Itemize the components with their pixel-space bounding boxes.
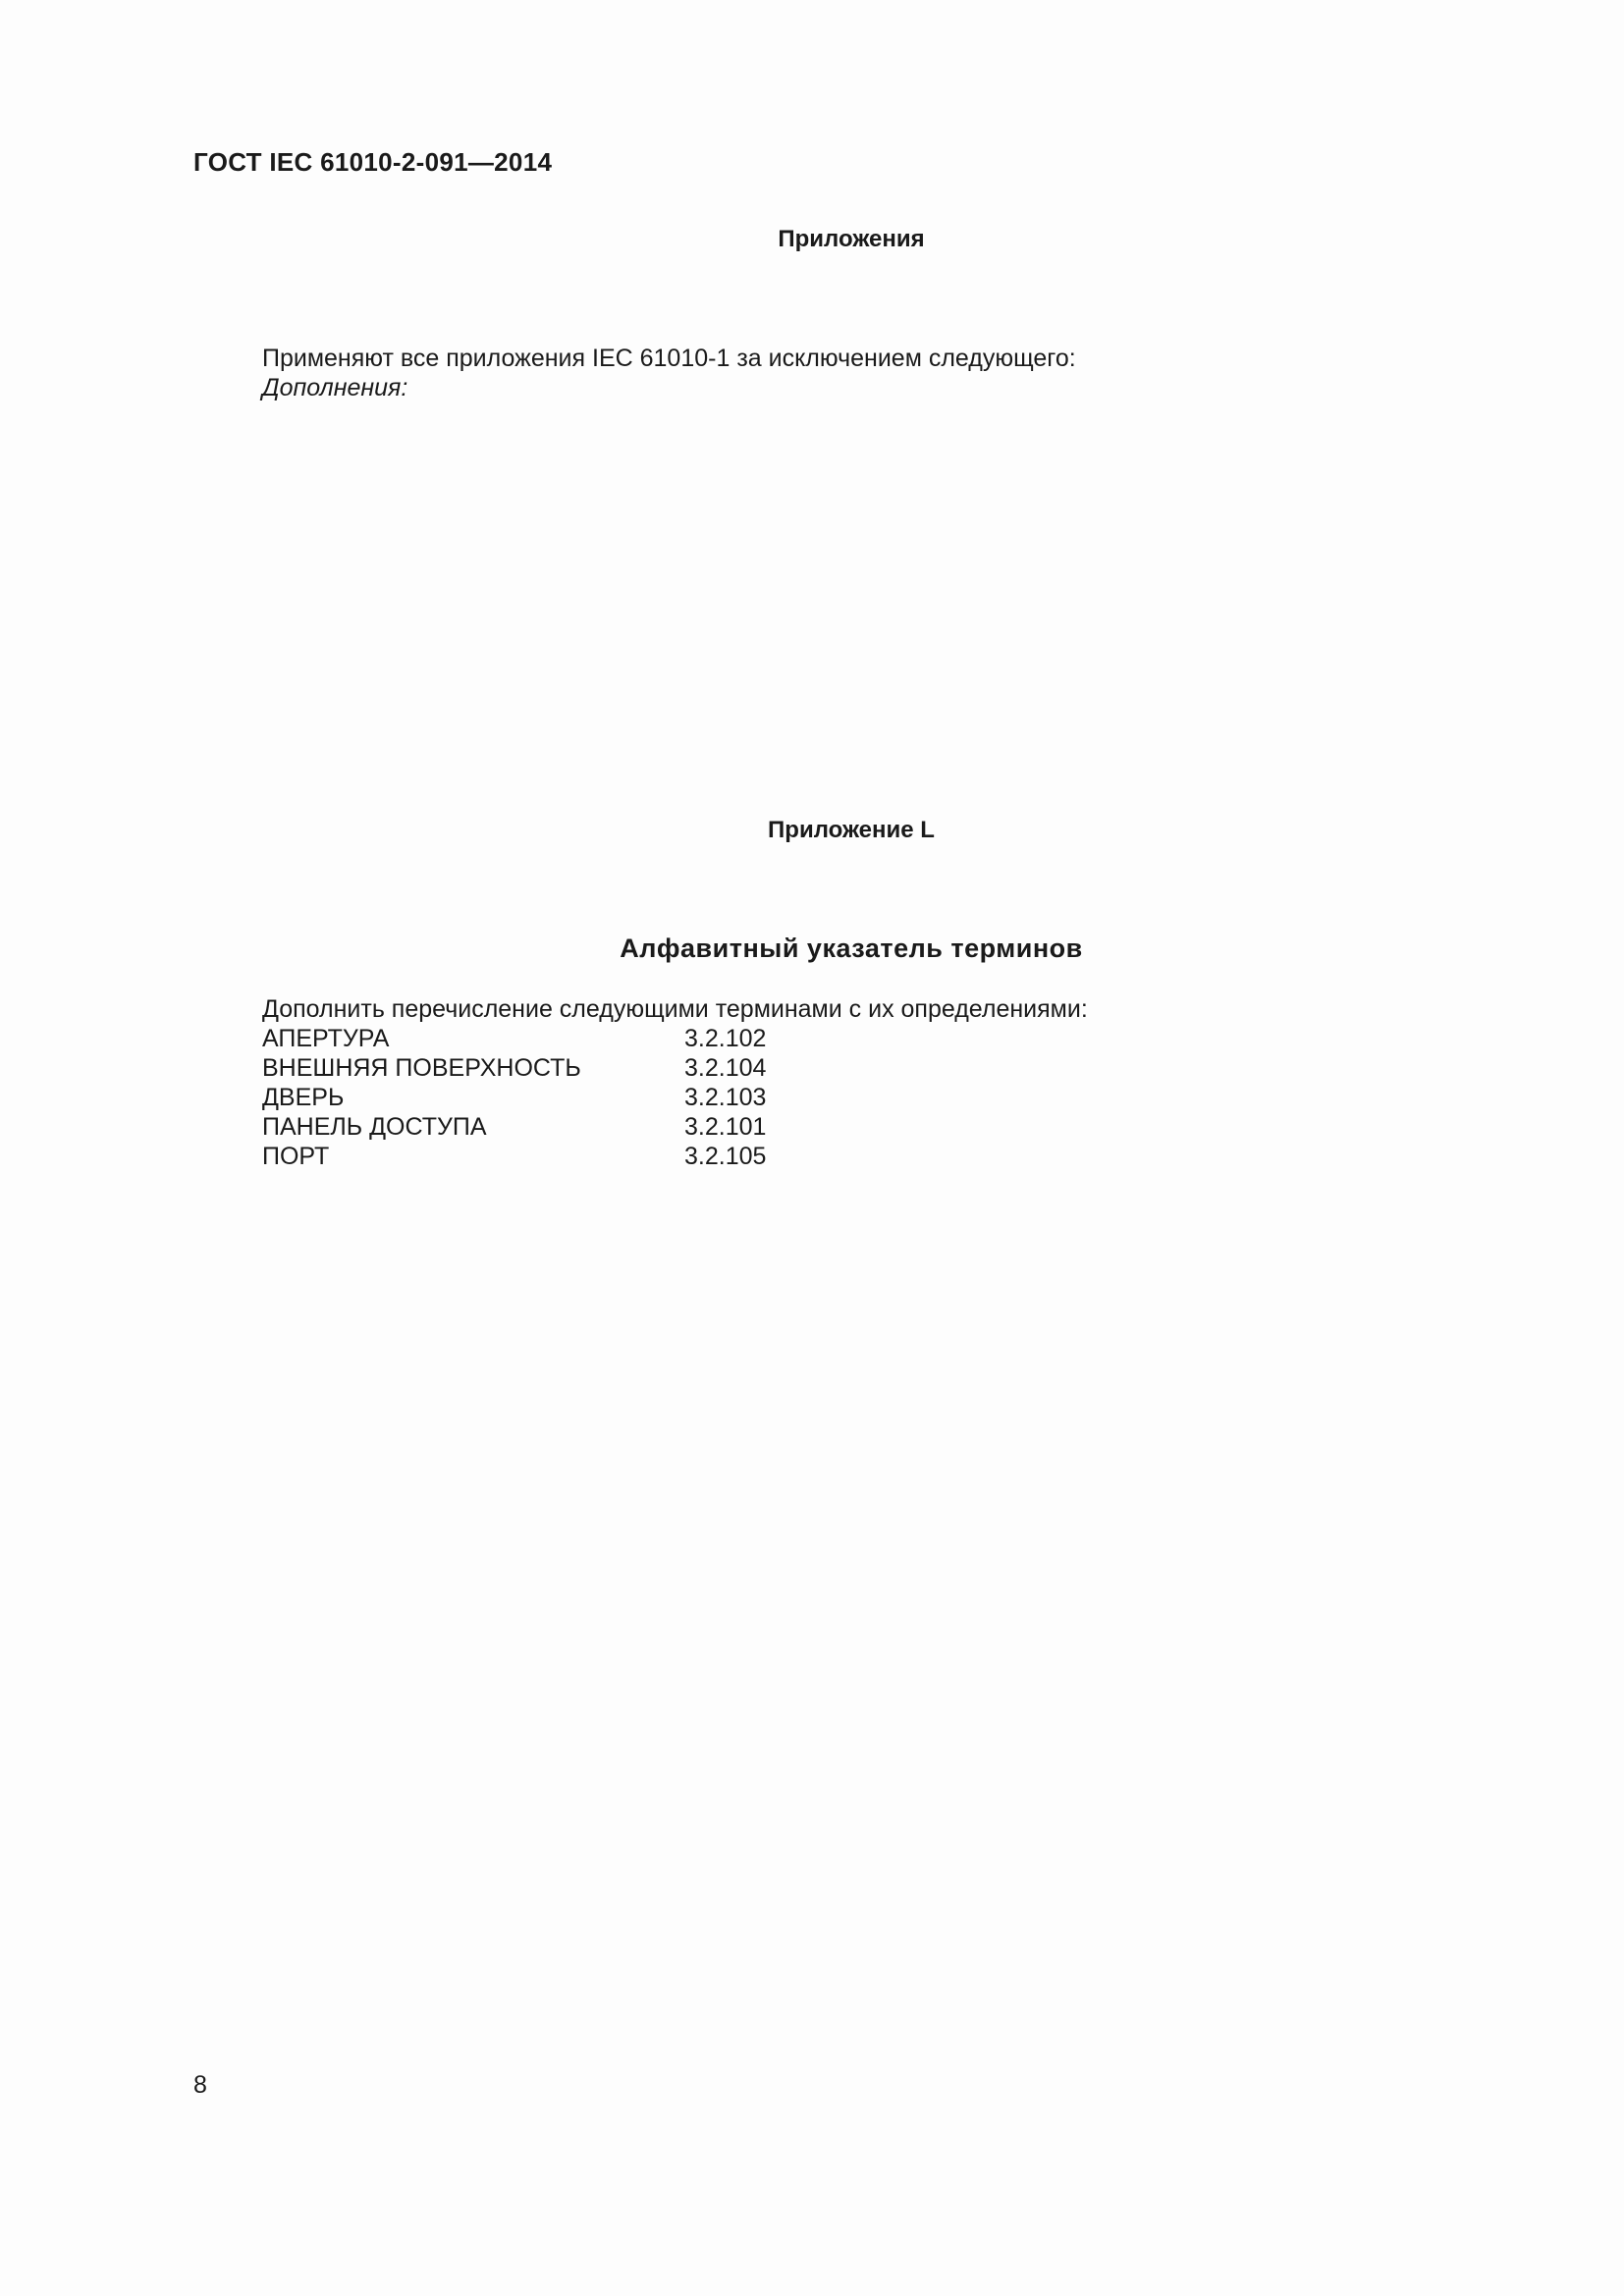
term-row: [262, 1024, 881, 1053]
term-reference: 3.2.101: [684, 1113, 767, 1141]
term-name: ВНЕШНЯЯ ПОВЕРХНОСТЬ: [262, 1054, 581, 1082]
term-reference: 3.2.105: [684, 1143, 767, 1170]
index-intro-text: Дополнить перечисление следующими терминами с их определениями:: [262, 995, 1088, 1023]
term-reference: 3.2.103: [684, 1084, 767, 1111]
term-name: АПЕРТУРА: [262, 1025, 390, 1052]
term-name: ДВЕРЬ: [262, 1084, 345, 1111]
additions-label: Дополнения:: [262, 374, 408, 401]
term-row: [262, 1112, 881, 1142]
term-row: [262, 1053, 881, 1083]
annexes-intro-text: Применяют все приложения IEC 61010-1 за исключением следующего:: [262, 345, 1076, 372]
term-reference: 3.2.102: [684, 1025, 767, 1052]
term-name: ПОРТ: [262, 1143, 330, 1170]
page-number: 8: [193, 2071, 207, 2099]
annexes-heading: Приложения: [778, 226, 925, 252]
index-of-terms-title: Алфавитный указатель терминов: [620, 934, 1083, 963]
annex-l-heading: Приложение L: [768, 817, 935, 843]
term-list: [262, 1024, 881, 1171]
term-row: [262, 1083, 881, 1112]
term-reference: 3.2.104: [684, 1054, 767, 1082]
term-name: ПАНЕЛЬ ДОСТУПА: [262, 1113, 487, 1141]
term-row: [262, 1142, 881, 1171]
document-code-header: ГОСТ IEC 61010-2-091—2014: [193, 147, 553, 177]
